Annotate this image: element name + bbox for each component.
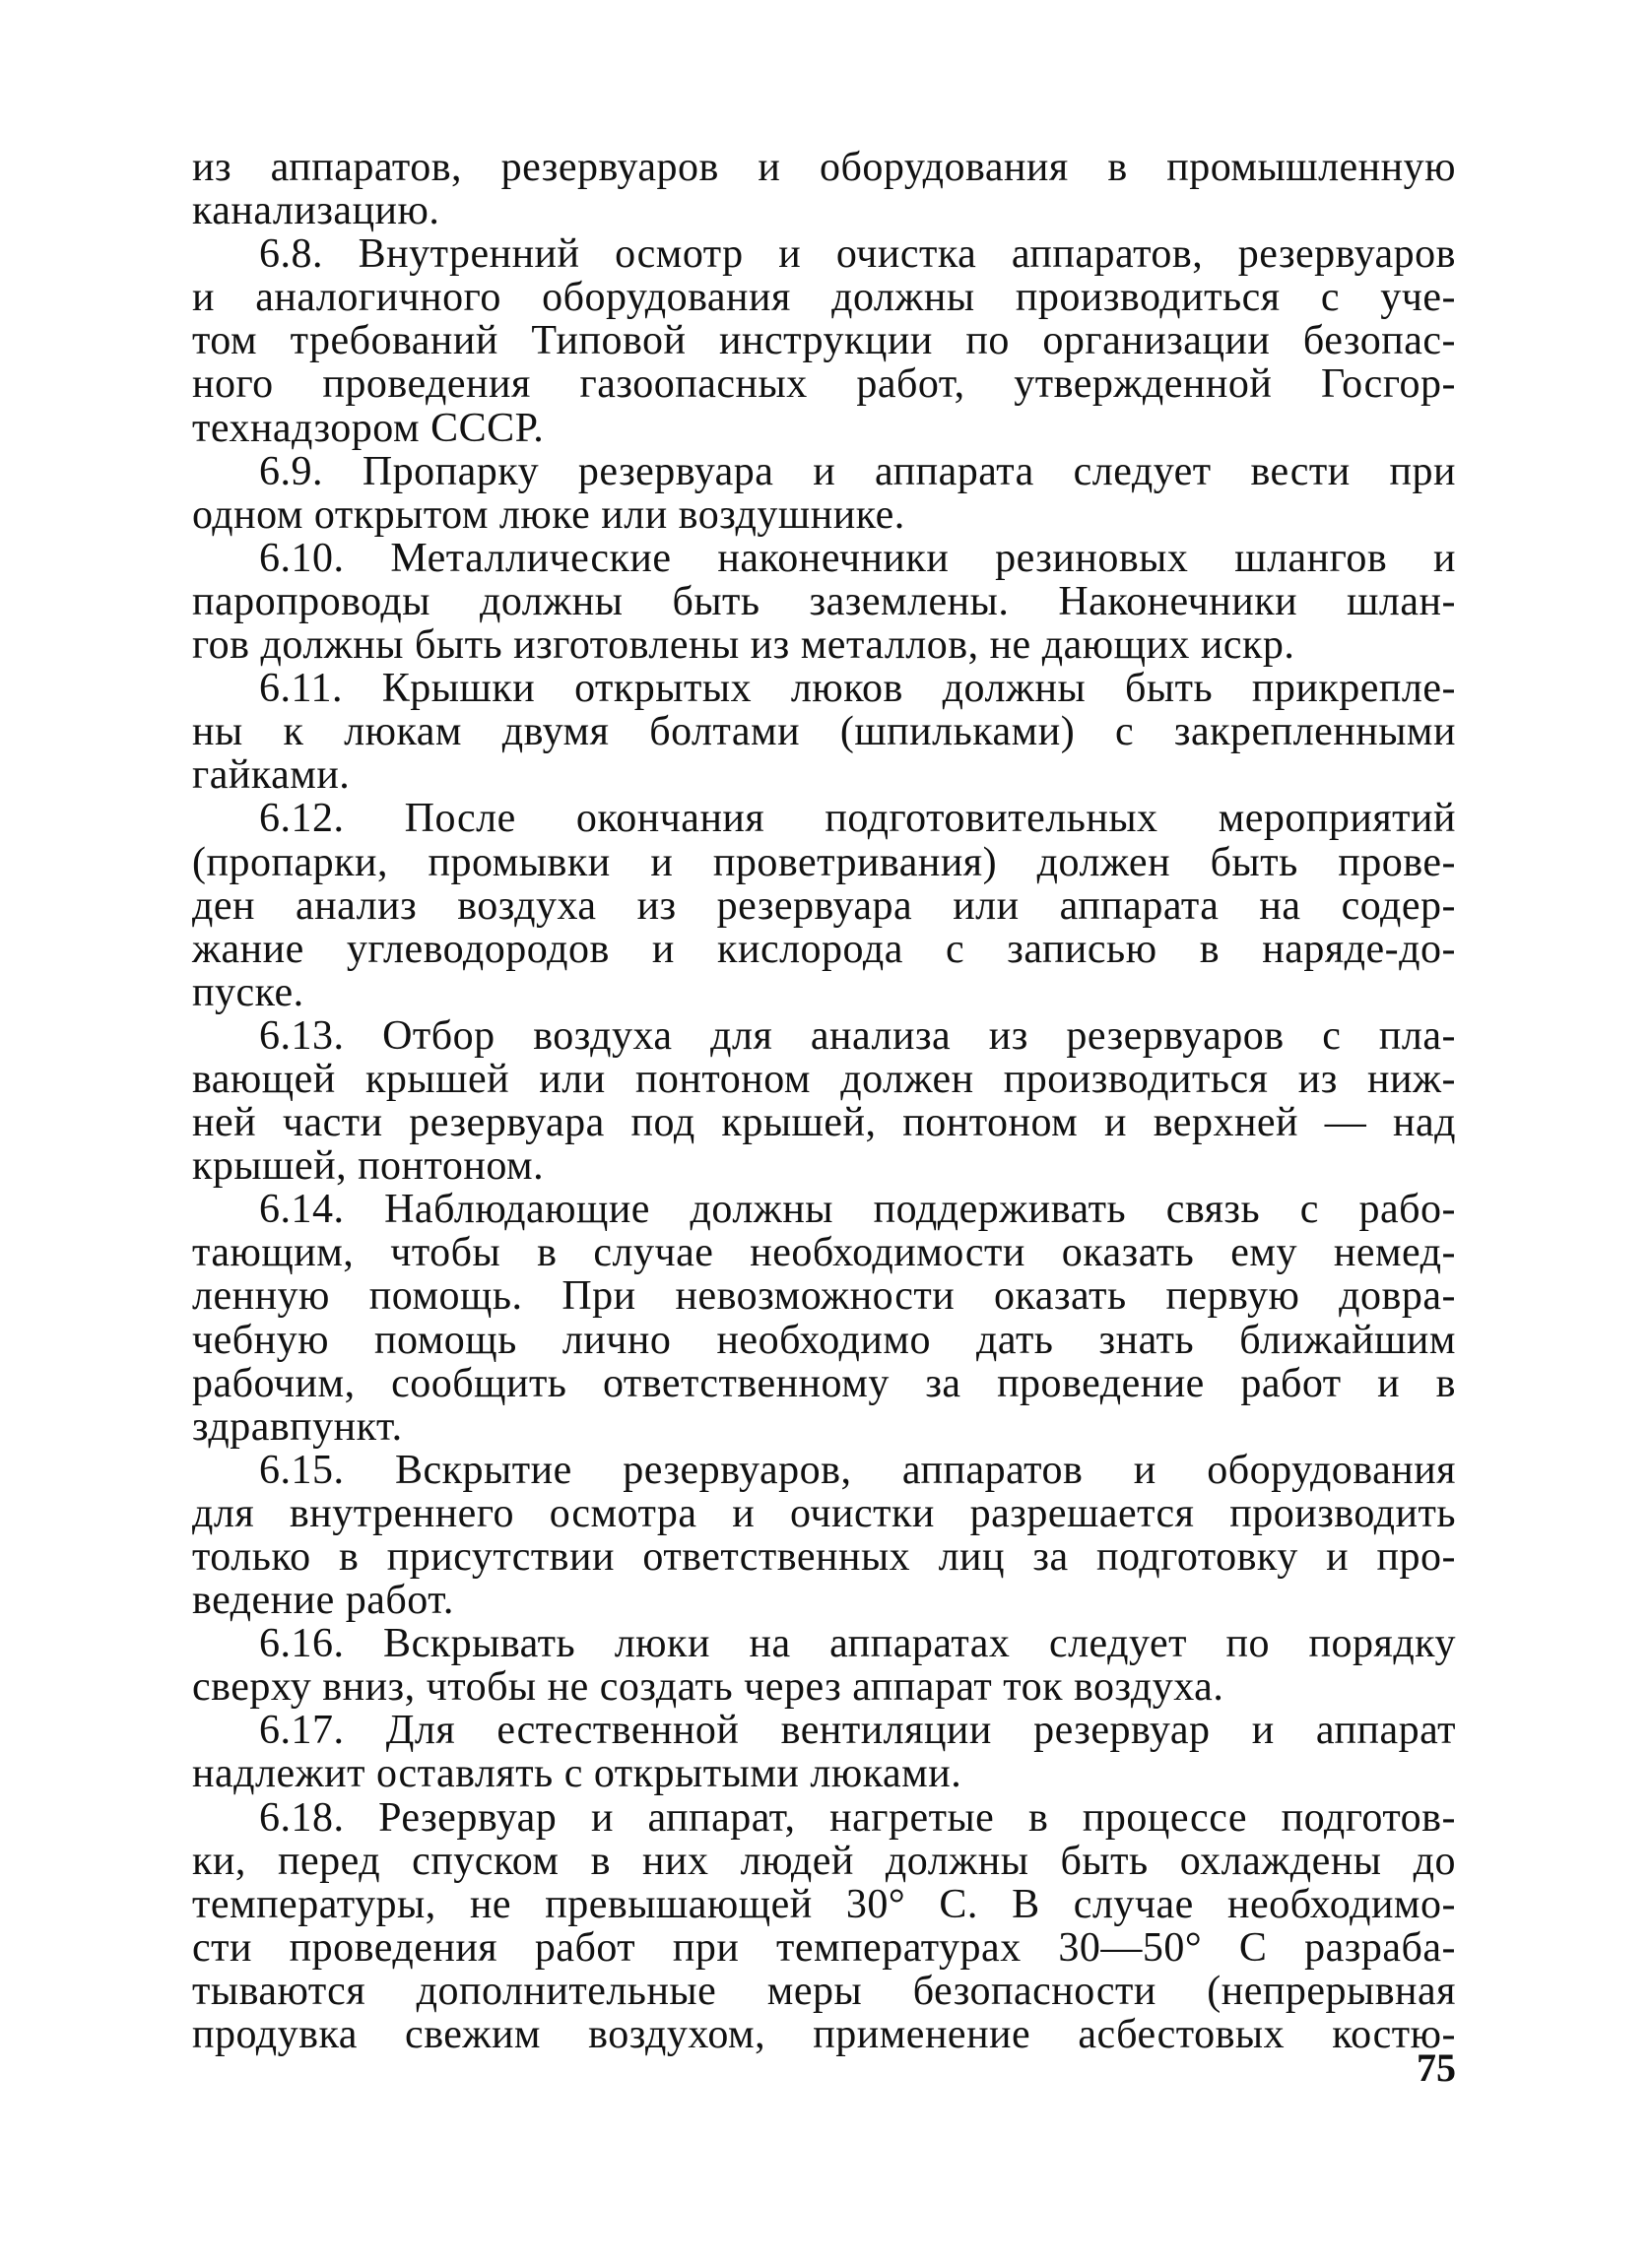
text-line: гов должны быть изготовлены из металлов, не дающих искр. (192, 622, 1295, 669)
text-line: ведение работ. (192, 1578, 454, 1624)
text-line: крышей, понтоном. (192, 1143, 545, 1190)
text-line: 6.9. Пропарку резервуара и аппарата следует вести при (259, 448, 1456, 494)
text-line: технадзором СССР. (192, 405, 545, 451)
text-line: чебную помощь лично необходимо дать знать ближайшим (192, 1317, 1456, 1363)
text-line: паропроводы должны быть заземлены. Наконечники шлан- (192, 578, 1456, 624)
text-line: 6.14. Наблюдающие должны поддерживать связь с рабо- (259, 1187, 1456, 1233)
text-line: ного проведения газоопасных работ, утвержденной Госгор- (192, 361, 1456, 408)
text-line: надлежит оставлять с открытыми люками. (192, 1751, 962, 1797)
text-line: здравпункт. (192, 1403, 403, 1450)
text-line: 6.17. Для естественной вентиляции резервуар и аппарат (259, 1708, 1456, 1754)
text-line: только в присутствии ответственных лиц за подготовку и про- (192, 1534, 1456, 1580)
text-line: 6.13. Отбор воздуха для анализа из резервуаров с пла- (259, 1012, 1456, 1059)
text-line: вающей крышей или понтоном должен производиться из ниж- (192, 1056, 1456, 1102)
text-line: 6.16. Вскрывать люки на аппаратах следует по порядку (259, 1621, 1456, 1667)
text-line: одном открытом люке или воздушнике. (192, 491, 905, 538)
text-line: (пропарки, промывки и проветривания) должен быть прове- (192, 839, 1456, 885)
page-number: 75 (1417, 2045, 1456, 2090)
text-line: гайками. (192, 752, 351, 799)
page-text (192, 146, 1456, 2056)
text-line: сверху вниз, чтобы не создать через аппарат ток воздуха. (192, 1664, 1224, 1711)
text-line: тающим, чтобы в случае необходимости оказать ему немед- (192, 1230, 1456, 1276)
text-line: ки, перед спуском в них людей должны быть охлаждены до (192, 1838, 1456, 1884)
text-line: канализацию. (192, 188, 440, 234)
text-line: для внутреннего осмотра и очистки разрешается производить (192, 1490, 1456, 1536)
text-line: тываются дополнительные меры безопасности (непрерывная (192, 1968, 1456, 2014)
text-line: сти проведения работ при температурах 30—50° С разраба- (192, 1924, 1456, 1971)
text-line: 6.15. Вскрытие резервуаров, аппаратов и оборудования (259, 1447, 1456, 1493)
text-line: ны к люкам двумя болтами (шпильками) с закрепленными (192, 709, 1456, 755)
text-line: 6.8. Внутренний осмотр и очистка аппаратов, резервуаров (259, 231, 1456, 278)
text-line: 6.11. Крышки открытых люков должны быть прикрепле- (259, 666, 1456, 712)
text-line: рабочим, сообщить ответственному за проведение работ и в (192, 1360, 1456, 1406)
text-line: температуры, не превышающей 30° С. В случае необходимо- (192, 1881, 1456, 1927)
text-line: пуске. (192, 969, 304, 1015)
text-line: из аппаратов, резервуаров и оборудования в промышленную (192, 145, 1456, 190)
text-line: жание углеводородов и кислорода с записью в наряде-до- (192, 926, 1456, 972)
text-line: и аналогичного оборудования должны производиться с уче- (192, 275, 1456, 321)
text-line: ней части резервуара под крышей, понтоном и верхней — над (192, 1100, 1456, 1146)
text-line: том требований Типовой инструкции по организации безопас- (192, 318, 1456, 364)
text-line: ден анализ воздуха из резервуара или аппарата на содер- (192, 882, 1456, 929)
text-line: продувка свежим воздухом, применение асбестовых костю- (192, 2012, 1456, 2058)
text-line: 6.12. После окончания подготовительных мероприятий (259, 796, 1456, 842)
text-line: 6.18. Резервуар и аппарат, нагретые в процессе подготов- (259, 1794, 1456, 1841)
text-line: ленную помощь. При невозможности оказать первую довра- (192, 1273, 1456, 1320)
text-line: 6.10. Металлические наконечники резиновых шлангов и (259, 535, 1456, 581)
